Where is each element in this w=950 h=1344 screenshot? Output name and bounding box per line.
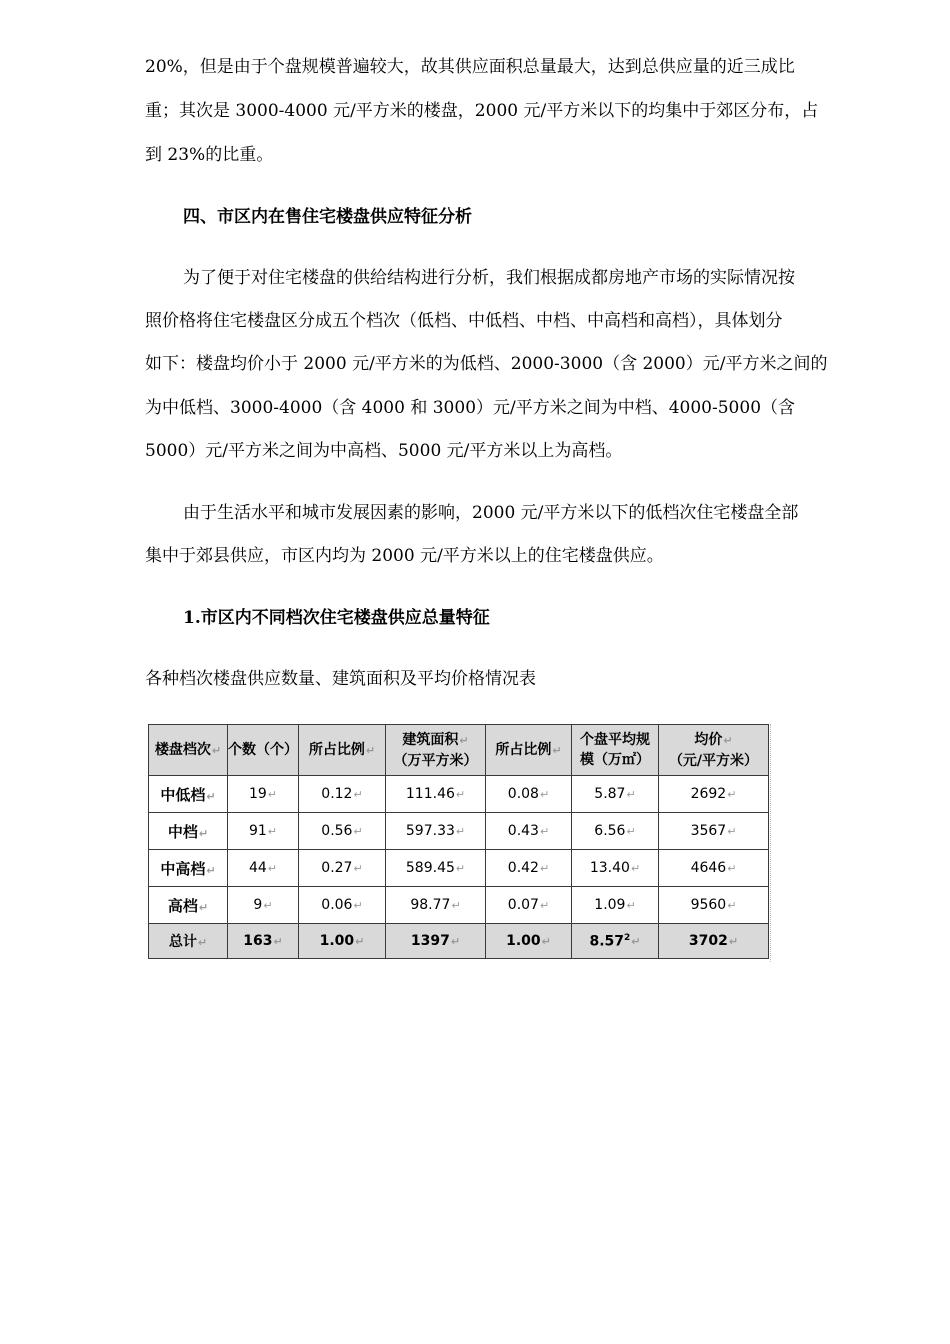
cell-floor-area: 111.46↵ (386, 776, 486, 813)
intro-line-2: 重；其次是 3000-4000 元/平方米的楼盘，2000 元/平方米以下的均集中于郊区分布，占 (145, 101, 819, 121)
table-row (149, 813, 769, 850)
cell-total-label: 总计↵ (149, 924, 228, 959)
cell-grade: 高档↵ (149, 887, 228, 924)
header-avg-scale: 个盘平均规 模（万㎡） (572, 725, 659, 776)
p1-line-5: 5000）元/平方米之间为中高档、5000 元/平方米以上为高档。 (145, 441, 623, 461)
table-row (149, 887, 769, 924)
table-right-guide (770, 724, 772, 962)
cell-floor-area: 98.77↵ (386, 887, 486, 924)
cell-count-share: 0.06↵ (299, 887, 386, 924)
cell-total-avg-price: 3702↵ (659, 924, 769, 959)
cell-count: 44↵ (228, 850, 299, 887)
cell-avg-scale: 5.87↵ (572, 776, 659, 813)
cell-avg-scale: 13.40↵ (572, 850, 659, 887)
p2-line-2: 集中于郊县供应，市区内均为 2000 元/平方米以上的住宅楼盘供应。 (145, 546, 664, 566)
cell-area-share: 0.07↵ (486, 887, 572, 924)
intro-line-1: 20%，但是由于个盘规模普遍较大，故其供应面积总量最大，达到总供应量的近三成比 (145, 57, 795, 77)
header-floor-area: 建筑面积↵ （万平方米） (386, 725, 486, 776)
cell-total-count: 163↵ (228, 924, 299, 959)
cell-count: 91↵ (228, 813, 299, 850)
cell-count-share: 0.56↵ (299, 813, 386, 850)
cell-total-floor-area: 1397↵ (386, 924, 486, 959)
cell-avg-price: 4646↵ (659, 850, 769, 887)
cell-count: 9↵ (228, 887, 299, 924)
header-avg-price: 均价↵ （元/平方米） (659, 725, 769, 776)
cell-avg-price: 3567↵ (659, 813, 769, 850)
cell-grade: 中低档↵ (149, 776, 228, 813)
cell-avg-price: 2692↵ (659, 776, 769, 813)
table-header-row (149, 725, 769, 776)
cell-avg-price: 9560↵ (659, 887, 769, 924)
header-count-share: 所占比例↵ (299, 725, 386, 776)
header-area-share: 所占比例↵ (486, 725, 572, 776)
cell-count-share: 0.12↵ (299, 776, 386, 813)
cell-avg-scale: 6.56↵ (572, 813, 659, 850)
cell-area-share: 0.08↵ (486, 776, 572, 813)
cell-area-share: 0.43↵ (486, 813, 572, 850)
cell-count: 19↵ (228, 776, 299, 813)
cell-floor-area: 597.33↵ (386, 813, 486, 850)
cell-total-avg-scale: 8.57$^2$↵ (572, 924, 659, 959)
header-count: 个数（个） (228, 725, 299, 776)
supply-table (148, 724, 769, 959)
table-row (149, 776, 769, 813)
table-row (149, 850, 769, 887)
table-caption: 各种档次楼盘供应数量、建筑面积及平均价格情况表 (145, 669, 536, 689)
section-heading: 四、市区内在售住宅楼盘供应特征分析 (183, 207, 472, 227)
intro-line-3: 到 23%的比重。 (145, 145, 274, 165)
cell-grade: 中高档↵ (149, 850, 228, 887)
p1-line-1: 为了便于对住宅楼盘的供给结构进行分析，我们根据成都房地产市场的实际情况按 (183, 268, 795, 288)
p1-line-3: 如下：楼盘均价小于 2000 元/平方米的为低档、2000-3000（含 2000）元/平方米之间的 (145, 354, 828, 374)
p1-line-2: 照价格将住宅楼盘区分成五个档次（低档、中低档、中档、中高档和高档），具体划分 (145, 311, 783, 331)
cell-count-share: 0.27↵ (299, 850, 386, 887)
cell-total-area-share: 1.00↵ (486, 924, 572, 959)
cell-avg-scale: 1.09↵ (572, 887, 659, 924)
cell-area-share: 0.42↵ (486, 850, 572, 887)
p1-line-4: 为中低档、3000-4000（含 4000 和 3000）元/平方米之间为中档、4000-5000（含 (145, 398, 796, 418)
cell-total-count-share: 1.00↵ (299, 924, 386, 959)
p2-line-1: 由于生活水平和城市发展因素的影响，2000 元/平方米以下的低档次住宅楼盘全部 (183, 503, 799, 523)
subheading: 1.市区内不同档次住宅楼盘供应总量特征 (183, 608, 490, 628)
cell-grade: 中档↵ (149, 813, 228, 850)
cell-floor-area: 589.45↵ (386, 850, 486, 887)
table-total-row (149, 924, 769, 959)
header-grade: 楼盘档次↵ (149, 725, 228, 776)
